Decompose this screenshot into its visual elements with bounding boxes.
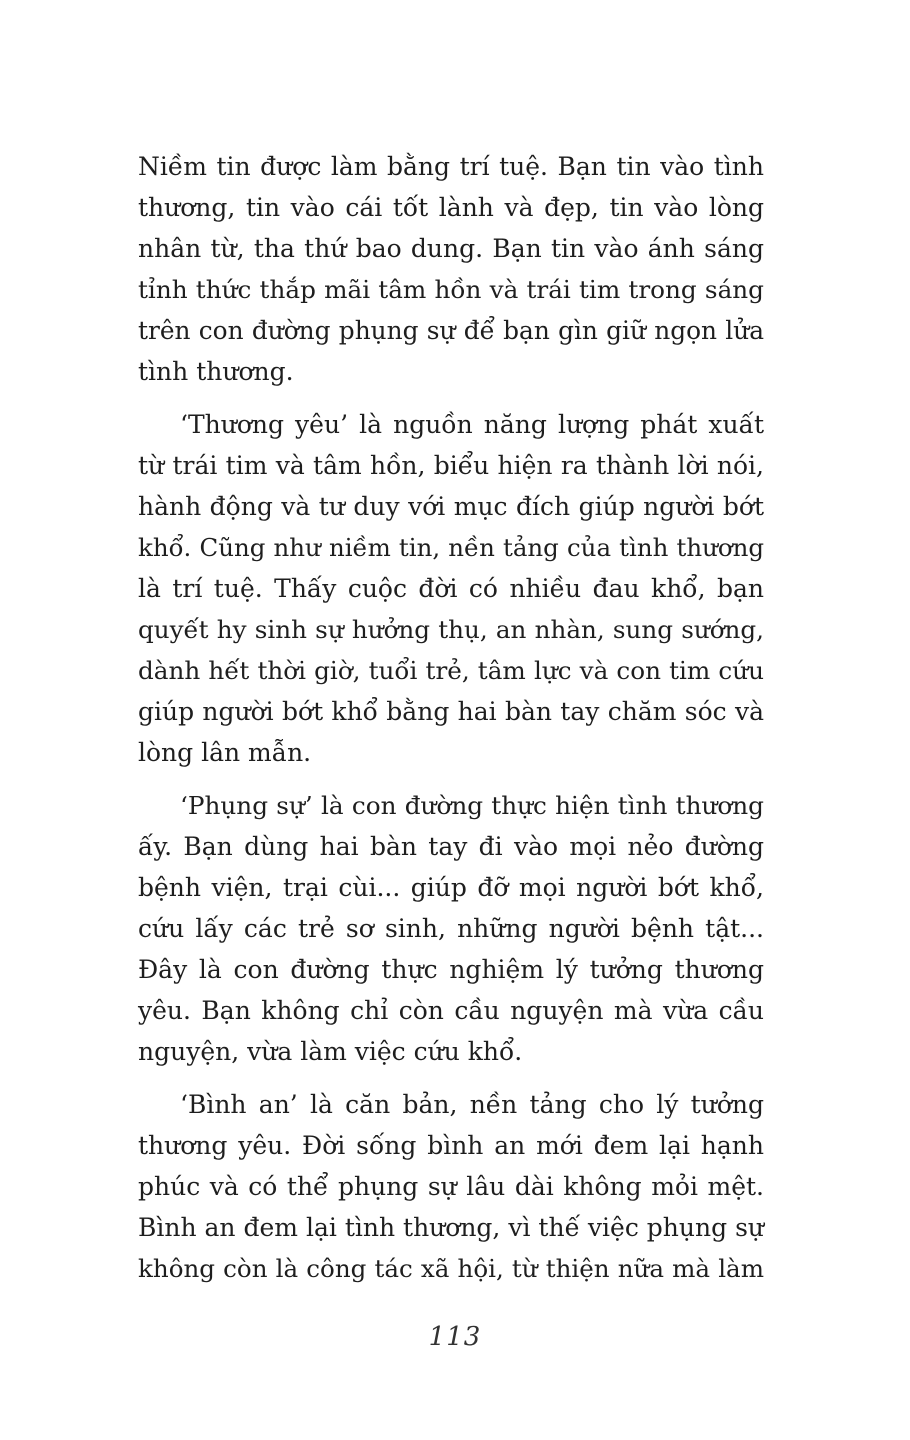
page-number: 113 — [428, 1322, 482, 1352]
paragraph — [138, 146, 764, 392]
text-line: ‘Phụng sự’ là con đường thực hiện tình thương — [180, 791, 764, 820]
text-line: Đây là con đường thực nghiệm lý tưởng thương — [138, 955, 764, 984]
text-line: ‘Thương yêu’ là nguồn năng lượng phát xuất — [180, 410, 764, 439]
text-line: hành động và tư duy với mục đích giúp người bớt — [138, 492, 764, 521]
text-line: nhân từ, tha thứ bao dung. Bạn tin vào ánh sáng — [138, 234, 764, 263]
text-line: Niềm tin được làm bằng trí tuệ. Bạn tin vào tình — [138, 152, 764, 181]
text-line: là trí tuệ. Thấy cuộc đời có nhiều đau khổ, bạn — [138, 574, 764, 603]
paragraph — [138, 1084, 764, 1289]
text-line: ấy. Bạn dùng hai bàn tay đi vào mọi nẻo đường — [138, 832, 764, 861]
text-line: phúc và có thể phụng sự lâu dài không mỏi mệt. — [138, 1172, 764, 1201]
paragraph — [138, 785, 764, 1072]
text-line: từ trái tim và tâm hồn, biểu hiện ra thành lời nói, — [138, 451, 764, 480]
text-line: yêu. Bạn không chỉ còn cầu nguyện mà vừa cầu — [138, 996, 764, 1025]
text-line: bệnh viện, trại cùi... giúp đỡ mọi người bớt khổ, — [138, 873, 764, 902]
text-line: cứu lấy các trẻ sơ sinh, những người bệnh tật... — [138, 914, 764, 943]
text-line: nguyện, vừa làm việc cứu khổ. — [138, 1037, 523, 1066]
text-line: thương, tin vào cái tốt lành và đẹp, tin vào lòng — [138, 193, 764, 222]
text-line: thương yêu. Đời sống bình an mới đem lại hạnh — [138, 1131, 764, 1160]
text-line: tỉnh thức thắp mãi tâm hồn và trái tim trong sáng — [138, 275, 764, 304]
text-line: không còn là công tác xã hội, từ thiện nữa mà làm — [138, 1254, 764, 1283]
text-line: khổ. Cũng như niềm tin, nền tảng của tình thương — [138, 533, 764, 562]
body-text — [138, 146, 764, 1301]
text-line: trên con đường phụng sự để bạn gìn giữ ngọn lửa — [138, 316, 764, 345]
text-line: lòng lân mẫn. — [138, 738, 312, 767]
text-line: ‘Bình an’ là căn bản, nền tảng cho lý tưởng — [180, 1090, 764, 1119]
text-line: tình thương. — [138, 357, 294, 386]
text-line: quyết hy sinh sự hưởng thụ, an nhàn, sung sướng, — [138, 615, 764, 644]
text-line: dành hết thời giờ, tuổi trẻ, tâm lực và con tim cứu — [138, 656, 764, 685]
paragraph — [138, 404, 764, 773]
text-line: Bình an đem lại tình thương, vì thế việc phụng sự — [138, 1213, 764, 1242]
text-line: giúp người bớt khổ bằng hai bàn tay chăm sóc và — [138, 697, 764, 726]
